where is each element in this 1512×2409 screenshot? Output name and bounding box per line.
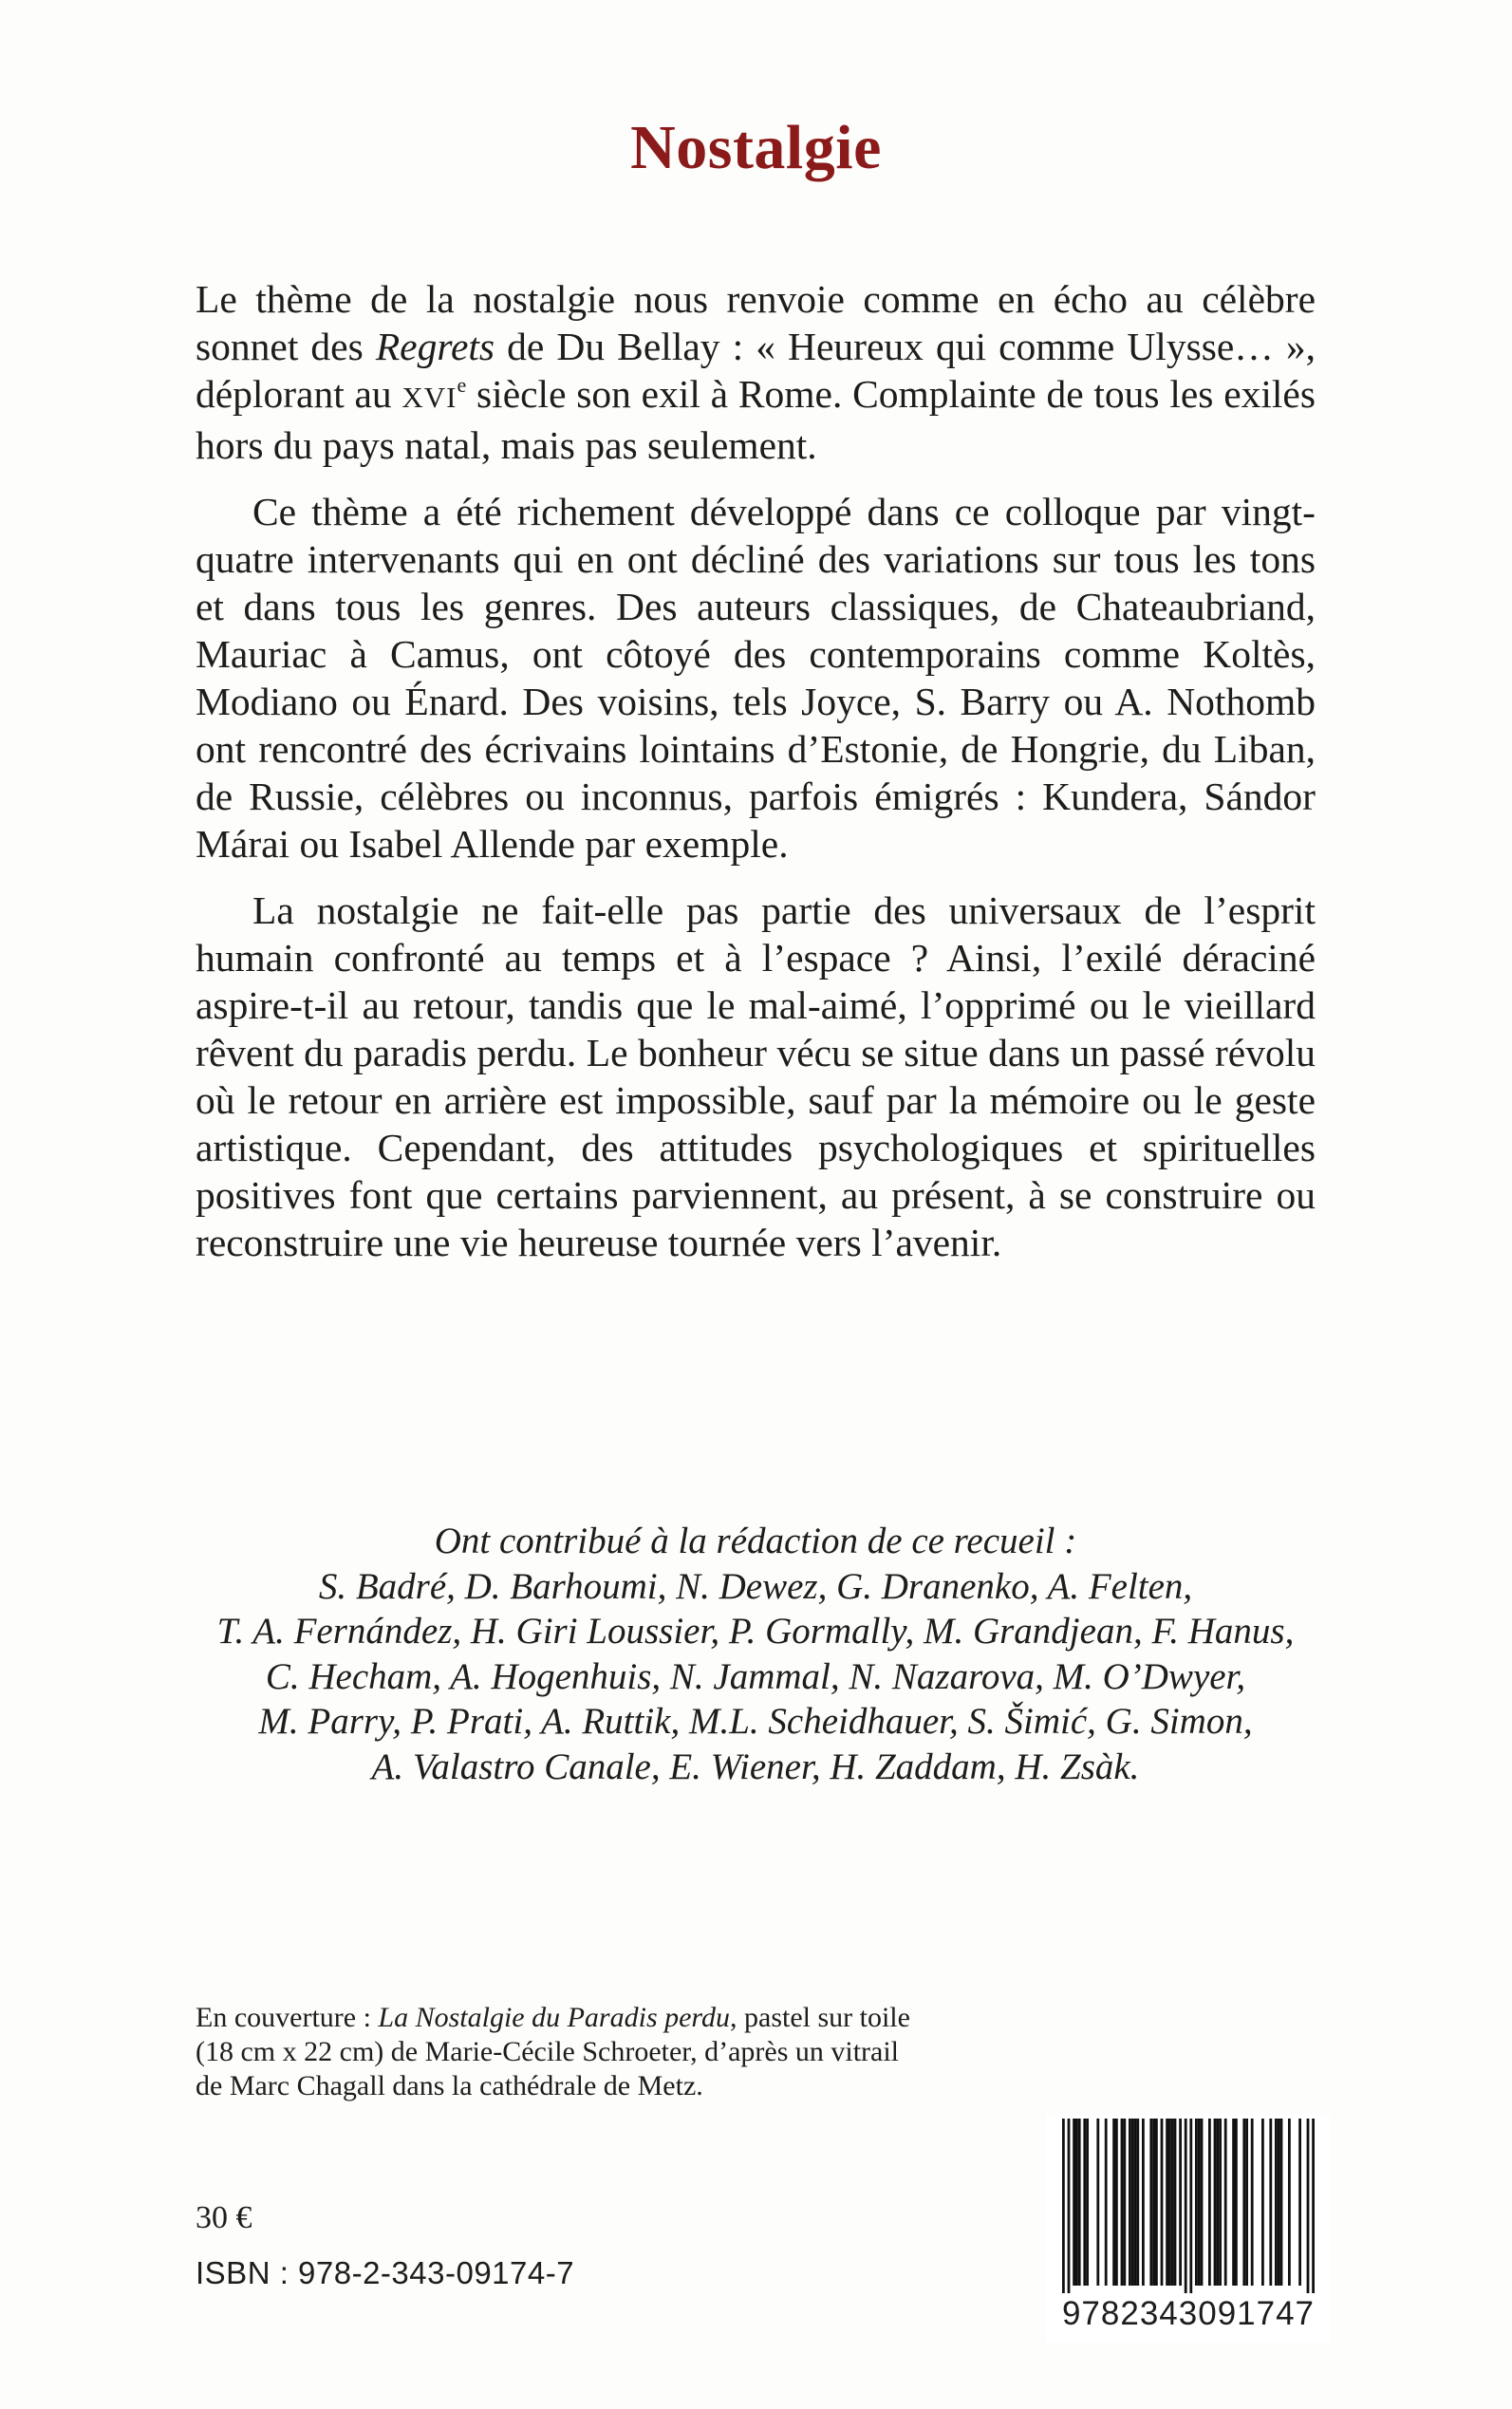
paragraph-2: Ce thème a été richement développé dans ce colloque par vingt-quatre intervenants qui en ont décliné des variations sur tous les tons et dans tous les genres. Des auteurs classiques, de Chateaubriand, Mauriac à Camus, ont côtoyé des contemporains comme Koltès, Modiano ou Énard. Des voisins, tels Joyce, S. Barry ou A. Nothomb ont rencontré des écrivains lointains d’Estonie, de Hongrie, du Liban, de Russie, célèbres ou inconnus, parfois émigrés : Kundera, Sándor Márai ou Isabel Allende par exemple. xyxy=(196,490,1316,866)
p1-century: XVI xyxy=(401,381,457,414)
barcode-bar xyxy=(1280,2119,1283,2286)
barcode-bar xyxy=(1189,2119,1192,2293)
contributors-line: M. Parry, P. Prati, A. Ruttik, M.L. Scheidhauer, S. Šimić, G. Simon, xyxy=(258,1701,1253,1742)
barcode-bar xyxy=(1261,2119,1264,2286)
barcode-bar xyxy=(1214,2119,1217,2286)
paragraph-3: La nostalgie ne fait-elle pas partie des universaux de l’esprit humain confronté au temps et à l’espace ? Ainsi, l’exilé déraciné aspire-t-il au retour, tandis que le mal-aimé, l’opprimé ou le vieillard rêvent du paradis perdu. Le bonheur vécu se situe dans un passé révolu où le retour en arrière est impossible, sauf par la mémoire ou le geste artistique. Cependant, des attitudes psychologiques et spirituelles positives font que certains parviennent, au présent, à se construire ou reconstruire une vie heureuse tournée vers l’avenir. xyxy=(196,888,1316,1264)
barcode-bar xyxy=(1179,2119,1182,2286)
barcode-bar xyxy=(1307,2119,1310,2293)
contributors-line: S. Badré, D. Barhoumi, N. Dewez, G. Dranenko, A. Felten, xyxy=(318,1565,1193,1607)
barcode-bar xyxy=(1171,2119,1174,2286)
cover-credit-prefix: En couverture : xyxy=(196,2002,379,2033)
barcode-bar xyxy=(1232,2119,1235,2286)
barcode-bar xyxy=(1123,2119,1126,2286)
barcode-bar xyxy=(1075,2119,1078,2286)
isbn: ISBN : 978-2-343-09174-7 xyxy=(196,2255,575,2290)
barcode-bar xyxy=(1096,2119,1099,2286)
p1-regrets-italic: Regrets xyxy=(375,325,495,368)
barcode-bar xyxy=(1083,2119,1086,2286)
blurb-text xyxy=(196,275,1316,1285)
barcode-bar xyxy=(1168,2119,1171,2286)
barcode-bars xyxy=(1046,2115,1331,2293)
cover-credit-line-2: (18 cm x 22 cm) de Marie-Cécile Schroeter, d’après un vitrail xyxy=(196,2036,900,2067)
contributors-block xyxy=(196,1519,1316,1789)
barcode-bar xyxy=(1251,2119,1254,2286)
cover-credit-line1-rest: , pastel sur toile xyxy=(730,2002,910,2033)
barcode-bar xyxy=(1115,2119,1118,2286)
barcode-bar xyxy=(1161,2119,1164,2286)
price: 30 € xyxy=(196,2200,252,2235)
barcode-bar xyxy=(1136,2119,1139,2286)
cover-credit xyxy=(196,2001,1012,2103)
barcode-bar xyxy=(1155,2119,1158,2286)
barcode-bar xyxy=(1174,2119,1177,2286)
barcode-bar xyxy=(1198,2119,1201,2286)
barcode-bar xyxy=(1235,2119,1238,2286)
paragraph-1 xyxy=(196,275,1316,469)
contributors-heading: Ont contribué à la rédaction de ce recueil : xyxy=(434,1521,1077,1561)
barcode-bar xyxy=(1278,2119,1280,2286)
contributors-line: A. Valastro Canale, E. Wiener, H. Zaddam, H. Zsàk. xyxy=(371,1746,1140,1787)
barcode-bar xyxy=(1208,2119,1211,2286)
barcode-bar xyxy=(1068,2119,1071,2293)
contributors-line: T. A. Fernández, H. Giri Loussier, P. Gormally, M. Grandjean, F. Hanus, xyxy=(216,1611,1295,1652)
barcode-bar xyxy=(1242,2119,1245,2286)
barcode-bar xyxy=(1245,2119,1248,2286)
isbn-barcode xyxy=(1046,2115,1331,2343)
p1-text-a: Le thème de la nostalgie nous renvoie comme en écho au célèbre sonnet des xyxy=(196,277,1316,368)
barcode-bar xyxy=(1062,2119,1065,2293)
barcode-bar xyxy=(1298,2119,1301,2286)
barcode-bar xyxy=(1152,2119,1155,2286)
barcode-bar xyxy=(1288,2119,1291,2286)
cover-credit-line-3: de Marc Chagall dans la cathédrale de Metz. xyxy=(196,2070,703,2101)
book-title: Nostalgie xyxy=(630,113,882,182)
barcode-bar xyxy=(1275,2119,1278,2286)
p1-century-sup: e xyxy=(457,373,467,397)
barcode-bar xyxy=(1312,2119,1315,2293)
barcode-bar xyxy=(1195,2119,1198,2286)
barcode-bar xyxy=(1121,2119,1124,2286)
barcode-bar xyxy=(1216,2119,1219,2286)
barcode-bar xyxy=(1219,2119,1222,2286)
barcode-bar xyxy=(1201,2119,1204,2286)
barcode-bar xyxy=(1105,2119,1108,2286)
barcode-bar xyxy=(1166,2119,1168,2286)
barcode-bar xyxy=(1224,2119,1227,2286)
barcode-bar xyxy=(1134,2119,1137,2286)
barcode-digits: 9782343091747 xyxy=(1061,2295,1316,2332)
p1-text-c: de Du Bellay : « Heureux qui comme Ulysse… », déplorant au xyxy=(196,325,1316,416)
p1-text-d: siècle son exil à Rome. Complainte de tous les exilés hors du pays natal, mais pas seulement. xyxy=(196,372,1316,467)
cover-credit-line-1 xyxy=(196,2001,1012,2035)
barcode-bar xyxy=(1073,2119,1075,2286)
barcode-bar xyxy=(1131,2119,1134,2286)
barcode-bar xyxy=(1129,2119,1131,2286)
barcode-bar xyxy=(1078,2119,1081,2286)
barcode-bar xyxy=(1142,2119,1145,2286)
contributors-line: C. Hecham, A. Hogenhuis, N. Jammal, N. Nazarova, M. O’Dwyer, xyxy=(265,1655,1246,1697)
barcode-bar xyxy=(1149,2119,1152,2286)
barcode-bar xyxy=(1086,2119,1089,2286)
cover-credit-work-title: La Nostalgie du Paradis perdu xyxy=(378,2002,730,2033)
barcode-bar xyxy=(1112,2119,1115,2286)
barcode-bar xyxy=(1185,2119,1187,2293)
barcode-bar xyxy=(1269,2119,1272,2286)
